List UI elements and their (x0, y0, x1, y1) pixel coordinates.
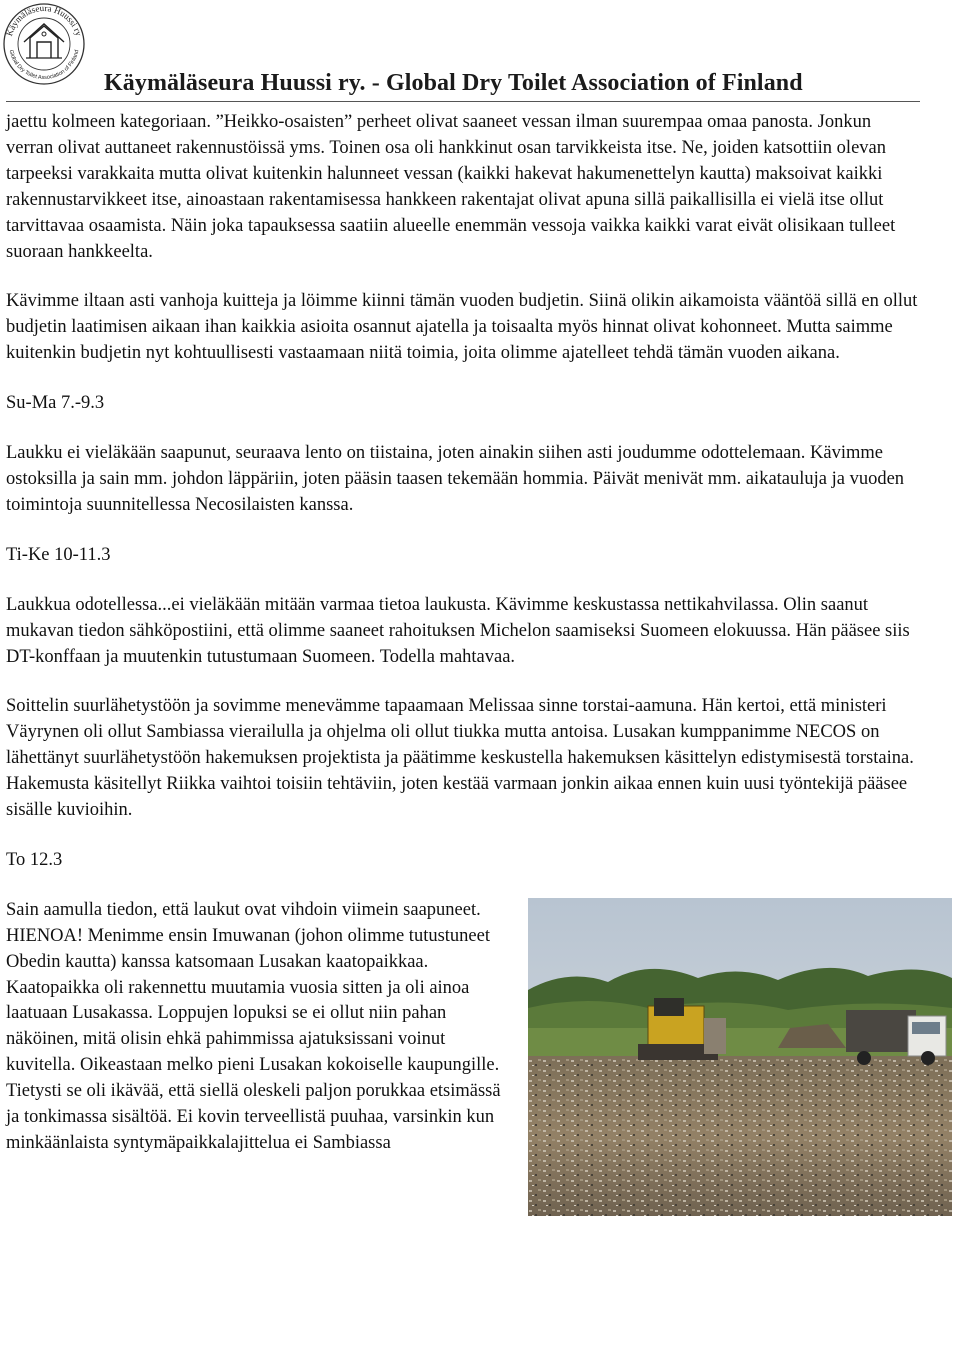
page-header (0, 0, 960, 104)
paragraph: Laukkua odotellessa...ei vieläkään mitään varmaa tietoa laukusta. Kävimme keskustassa nettikahvilassa. Olin saanut mukavan tiedon sähköpostiini, että olimme saaneet rahoituksen Michelon saamiseksi Suomeen elokuussa. Hän pääsee siis DT-konffaan ja muutenkin tutustumaan Suomeen. Todella mahtavaa. (6, 594, 910, 667)
logo-ring-top-text: Käymäläseura Huussi ry (4, 2, 84, 38)
date-heading: To 12.3 (6, 849, 63, 870)
paragraph: Kävimme iltaan asti vanhoja kuitteja ja löimme kiinni tämän vuoden budjetin. Siinä olikin aikamoista vääntöä sillä en ollut budjetin laatimisen aikaan ihan kaikkia asioita osannut ajatella ja toisaalta myös hinnat olivat kohonneet. Mutta saimme kuitenkin budjetin nyt kohtuullisesti vastaamaan niitä toimia, joita olimme ajatelleet tehdä tämän vuoden aikana. (6, 291, 918, 364)
paragraph: Laukku ei vieläkään saapunut, seuraava lento on tiistaina, joten ainakin siihen asti joudumme odottelemaan. Kävimme ostoksilla ja sain mm. johdon läppäriin, joten pääsin taasen tekemään hommia. Päivät menivät mm. aikatauluja ja vuoden toimintoja suunnitellessa Necosilaisten kanssa. (6, 443, 905, 515)
header-divider (6, 101, 920, 102)
site-title: Käymäläseura Huussi ry. - Global Dry Toilet Association of Finland (104, 70, 803, 96)
article-body (6, 110, 918, 1181)
paragraph: jaettu kolmeen kategoriaan. ”Heikko-osaisten” perheet olivat saaneet vessan ilman suurempaa omaa panosta. Jonkun verran olivat auttaneet rakennustöissä yms. Toinen osa oli hankkinut osan tarvikkeista itse. Ne, joiden katsottiin olevan tarpeeksi varakkaita mutta olivat kuitenkin halunneet vessan (kaikki hakevat hakumenettelyn kautta) maksoivat kaikki rakennustarvikkeet itse, ainoastaan rakentamisessa hankkeen rakentajat olivat apuna sillä paikallisilla ei vielä itse ollut tarvittavaa osaamista. Näin joka tapauksessa saatiin alueelle enemmän vessoja vaikka kaikki varat eivät olisikaan tulleet suoraan hankkeelta. (6, 112, 896, 262)
date-heading: Ti-Ke 10-11.3 (6, 544, 111, 565)
logo-ring-bottom-text: Global Dry Toilet Association of Finland (7, 49, 81, 82)
association-logo (2, 0, 86, 92)
landfill-photo (528, 898, 952, 1216)
paragraph: Sain aamulla tiedon, että laukut ovat vihdoin viimein saapuneet. HIENOA! Menimme ensin Imuwanan (johon olimme tutustuneet Obedin kautta) kanssa katsomaan Lusakan kaatopaikkaa. Kaatopaikka oli rakennettu muutamia vuosia sitten ja oli ainoa laatuaan Lusakassa. Loppujen lopuksi se ei ollut niin pahan näköinen, mitä olisin ehkä pahimmissa ajatuksissani voinut kuvitella. Oikeastaan melko pieni Lusakan kokoiselle kaupungille. Tietysti se oli ikävää, että siellä oleskeli paljon porukkaa etsimässä ja tonkimassa sisältöä. Ei kovin terveellistä puuhaa, varsinkin kun minkäänlaista syntymäpaikkalajittelua ei Sambiassa (6, 899, 501, 1153)
paragraph: Soittelin suurlähetystöön ja sovimme menevämme tapaamaan Melissaa sinne torstai-aamuna. Hän kertoi, että ministeri Väyrynen oli ollut Sambiassa vierailulla ja ohjelma oli ollut tiukka mutta antoisa. Lusakan kumppanimme NECOS on lähettänyt suurlähetystöön hakemuksen projektista ja päätimme keskustella hakemuksen käsittelyn edistymisestä torstaina. Hakemusta käsitellyt Riikka vaihtoi toisiin tehtäviin, joten kestää varmaan jonkin aikaa ennen kuin uusi työntekijä pääsee sisälle kuvioihin. (6, 696, 914, 821)
date-heading: Su-Ma 7.-9.3 (6, 393, 105, 414)
photo-section (6, 898, 918, 1157)
